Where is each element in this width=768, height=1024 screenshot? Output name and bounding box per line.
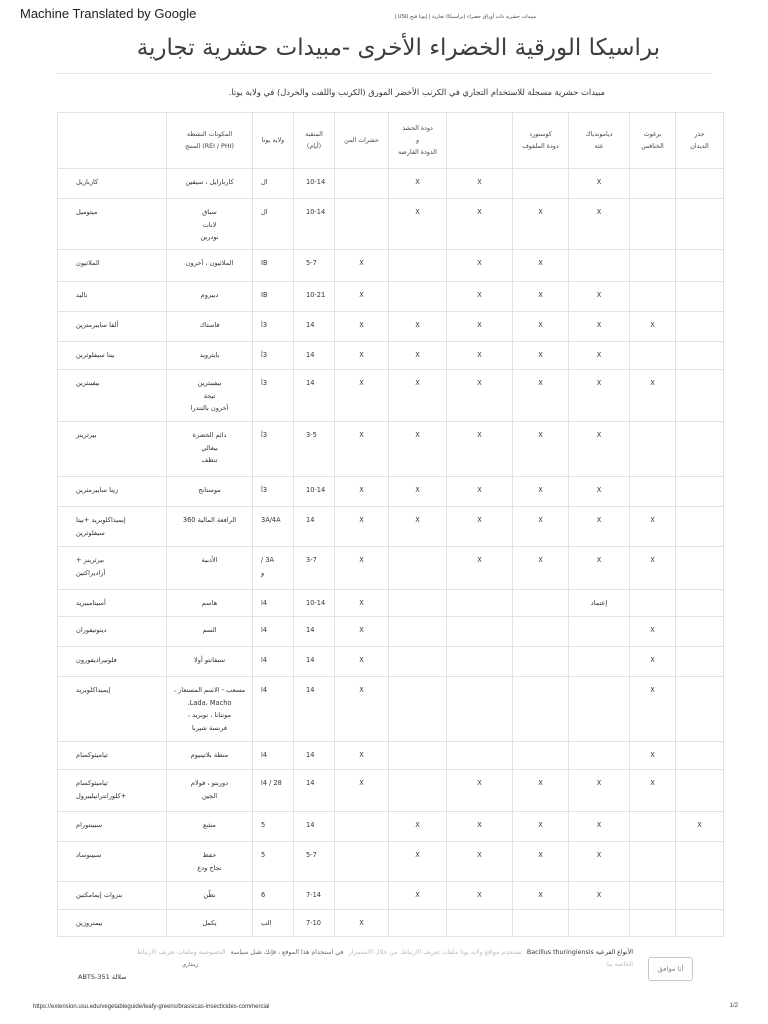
table-row [58, 507, 724, 547]
mark-root-maggots [676, 842, 724, 882]
product-names-cell: كاربارايل ، سيفين [167, 169, 253, 199]
phi-days-cell: 14 [294, 677, 335, 742]
mark-armyworm-cutworm: X [389, 842, 447, 882]
irac-group-cell: 6 [253, 882, 294, 910]
phi-days-cell: 3-5 [294, 422, 335, 477]
active-ingredient-cell: ألفا سايبرمترين [58, 312, 167, 342]
mark-flea-beetles [630, 199, 676, 250]
header-product: المكونات النشطة (REI / PHI) المنتج [167, 113, 253, 169]
mark-diamondback-moth: X [569, 370, 630, 422]
mark-aphids: X [335, 742, 389, 770]
cookie-accept-button[interactable]: أنا موافق [648, 957, 693, 981]
mark-root-maggots [676, 547, 724, 590]
mark-cabbage-looper [513, 677, 569, 742]
header-pest-diamondback-moth: دياموندباك عثة [569, 113, 630, 169]
mark-root-maggots [676, 199, 724, 250]
mark-cabbage-looper: X [513, 770, 569, 812]
product-names-cell: نظّن [167, 882, 253, 910]
mark-diamondback-moth [569, 617, 630, 647]
mark-diamondback-moth: X [569, 312, 630, 342]
mark-armyworm-cutworm: X [389, 169, 447, 199]
mark-cabbage-looper [513, 647, 569, 677]
mark-pest-column-3: X [447, 282, 513, 312]
mark-armyworm-cutworm: X [389, 370, 447, 422]
table-body [58, 169, 724, 937]
mark-pest-column-3: X [447, 882, 513, 910]
irac-group-cell: 4ا [253, 677, 294, 742]
mark-diamondback-moth [569, 250, 630, 282]
header-pest-root-maggots: جذر الديدان [676, 113, 724, 169]
active-ingredient-cell: أسيتاميبريد [58, 590, 167, 617]
mark-root-maggots [676, 169, 724, 199]
mark-cabbage-looper: X [513, 842, 569, 882]
mark-aphids: X [335, 910, 389, 937]
mark-diamondback-moth: X [569, 842, 630, 882]
mark-armyworm-cutworm [389, 677, 447, 742]
mark-root-maggots [676, 770, 724, 812]
mark-cabbage-looper: X [513, 422, 569, 477]
mark-armyworm-cutworm: X [389, 507, 447, 547]
active-ingredient-cell: بنزوات إيمامكتين [58, 882, 167, 910]
mark-aphids: X [335, 590, 389, 617]
mark-cabbage-looper: X [513, 477, 569, 507]
product-names-cell: موستانج [167, 477, 253, 507]
active-ingredient-cell: سبينوساد [58, 842, 167, 882]
product-names-cell: بيفينثرين تيجة آخرون بالتندرا [167, 370, 253, 422]
phi-days-cell: 10-14 [294, 199, 335, 250]
product-names-cell: ديبروم [167, 282, 253, 312]
mark-pest-column-3: X [447, 342, 513, 370]
mark-root-maggots [676, 282, 724, 312]
mark-armyworm-cutworm [389, 647, 447, 677]
mark-pest-column-3 [447, 590, 513, 617]
mark-pest-column-3: X [447, 312, 513, 342]
active-ingredient-cell: بيرثرينز [58, 422, 167, 477]
phi-days-cell: 5-7 [294, 250, 335, 282]
mark-flea-beetles: X [630, 742, 676, 770]
irac-group-cell: ال [253, 169, 294, 199]
table-row [58, 842, 724, 882]
header-pest-aphids: حشرات المن [335, 113, 389, 169]
active-ingredient-cell: بيرثرينز + أزاديراكتين [58, 547, 167, 590]
mark-aphids: X [335, 507, 389, 547]
product-names-cell: بايثرويد [167, 342, 253, 370]
table-row [58, 812, 724, 842]
cookie-text-part: الخصوصية وملفات تعريف الارتباط [136, 949, 226, 956]
phi-days-cell: 14 [294, 507, 335, 547]
mark-diamondback-moth: X [569, 422, 630, 477]
header-irac-group: ولاية يوتا [253, 113, 294, 169]
table-row [58, 477, 724, 507]
irac-group-cell: 3A / و [253, 547, 294, 590]
phi-days-cell: 3-7 [294, 547, 335, 590]
mark-root-maggots [676, 677, 724, 742]
table-row [58, 647, 724, 677]
page-title: براسيكا الورقية الخضراء الأخرى -مبيدات حشرية تجارية [136, 35, 660, 61]
mark-root-maggots: X [676, 812, 724, 842]
mark-root-maggots [676, 647, 724, 677]
phi-days-cell: 10-14 [294, 477, 335, 507]
mark-root-maggots [676, 742, 724, 770]
active-ingredient-cell: ثياميثوكسام +كلورانترانيليبرول [58, 770, 167, 812]
mark-cabbage-looper [513, 590, 569, 617]
irac-group-cell: ال [253, 199, 294, 250]
mark-flea-beetles [630, 842, 676, 882]
mark-armyworm-cutworm: X [389, 882, 447, 910]
mark-flea-beetles [630, 910, 676, 937]
mark-root-maggots [676, 507, 724, 547]
mark-diamondback-moth: X [569, 342, 630, 370]
footnote-product: زينتاري [182, 962, 199, 968]
mark-aphids: X [335, 342, 389, 370]
mark-flea-beetles: X [630, 312, 676, 342]
table-row [58, 770, 724, 812]
active-ingredient-cell: ميثوميل [58, 199, 167, 250]
mark-aphids [335, 882, 389, 910]
mark-root-maggots [676, 882, 724, 910]
mark-flea-beetles [630, 282, 676, 312]
cookie-text-part: في استخدام هذا الموقع ، فإنك تقبل سياسة [230, 949, 344, 956]
mark-pest-column-3 [447, 617, 513, 647]
mark-cabbage-looper: X [513, 507, 569, 547]
table-row [58, 617, 724, 647]
mark-pest-column-3: X [447, 199, 513, 250]
phi-days-cell: 10-21 [294, 282, 335, 312]
mark-armyworm-cutworm [389, 547, 447, 590]
mark-root-maggots [676, 617, 724, 647]
mark-cabbage-looper: X [513, 370, 569, 422]
mark-diamondback-moth: إعتماد [569, 590, 630, 617]
mark-flea-beetles [630, 342, 676, 370]
header-pest-flea-beetles: برغوث الخنافس [630, 113, 676, 169]
mark-pest-column-3: X [447, 169, 513, 199]
page-running-header: مبيدات حشرية ذات أوراق خضراء (براسيكا) تجارية | إيوتا فيج USU | [394, 14, 536, 20]
mark-aphids: X [335, 770, 389, 812]
mark-aphids: X [335, 422, 389, 477]
table-row [58, 342, 724, 370]
active-ingredient-cell: الملاثيون [58, 250, 167, 282]
mark-flea-beetles: X [630, 617, 676, 647]
phi-days-cell: 14 [294, 812, 335, 842]
irac-group-cell: الب [253, 910, 294, 937]
mark-armyworm-cutworm [389, 617, 447, 647]
phi-days-cell: 14 [294, 647, 335, 677]
mark-pest-column-3 [447, 742, 513, 770]
header-pest-cabbage-looper: كوستورد دودة الملفوف [513, 113, 569, 169]
mark-armyworm-cutworm: X [389, 422, 447, 477]
phi-days-cell: 14 [294, 770, 335, 812]
mark-armyworm-cutworm [389, 250, 447, 282]
mark-root-maggots [676, 370, 724, 422]
mark-pest-column-3 [447, 647, 513, 677]
mark-flea-beetles [630, 422, 676, 477]
product-names-cell: فاستاك [167, 312, 253, 342]
table-row [58, 312, 724, 342]
mark-cabbage-looper: X [513, 250, 569, 282]
mark-root-maggots [676, 477, 724, 507]
mark-aphids: X [335, 312, 389, 342]
mark-pest-column-3: X [447, 370, 513, 422]
active-ingredient-cell: بيفينثرين [58, 370, 167, 422]
irac-group-cell: 4ا [253, 742, 294, 770]
active-ingredient-cell: إيميداكلوبريد [58, 677, 167, 742]
active-ingredient-cell: بيتا سيفلوثرين [58, 342, 167, 370]
mark-flea-beetles [630, 812, 676, 842]
mark-aphids: X [335, 647, 389, 677]
title-divider [57, 73, 712, 74]
mark-armyworm-cutworm [389, 770, 447, 812]
phi-days-cell: 14 [294, 742, 335, 770]
mark-diamondback-moth: X [569, 812, 630, 842]
mark-diamondback-moth [569, 677, 630, 742]
irac-group-cell: 28 / 4ا [253, 770, 294, 812]
irac-group-cell: 3أ [253, 312, 294, 342]
active-ingredient-cell: بيمتروزين [58, 910, 167, 937]
mark-root-maggots [676, 590, 724, 617]
mark-flea-beetles [630, 477, 676, 507]
active-ingredient-cell: ناليد [58, 282, 167, 312]
mark-diamondback-moth: X [569, 282, 630, 312]
mark-diamondback-moth: X [569, 477, 630, 507]
mark-flea-beetles: X [630, 547, 676, 590]
mark-diamondback-moth [569, 910, 630, 937]
mark-pest-column-3: X [447, 547, 513, 590]
mark-root-maggots [676, 312, 724, 342]
active-ingredient-cell: ثياميثوكسام [58, 742, 167, 770]
mark-aphids: X [335, 477, 389, 507]
mark-flea-beetles [630, 590, 676, 617]
mark-diamondback-moth: X [569, 882, 630, 910]
irac-group-cell: 3أ [253, 477, 294, 507]
mark-armyworm-cutworm: X [389, 312, 447, 342]
irac-group-cell: 3أ [253, 422, 294, 477]
mark-armyworm-cutworm: X [389, 812, 447, 842]
product-names-cell: الملاثيون ، آخرون [167, 250, 253, 282]
mark-flea-beetles [630, 169, 676, 199]
cookie-text-line-2: الخاصة بنا. [605, 961, 633, 968]
mark-cabbage-looper: X [513, 812, 569, 842]
mark-pest-column-3: X [447, 422, 513, 477]
mark-aphids: X [335, 617, 389, 647]
mark-flea-beetles [630, 250, 676, 282]
mark-flea-beetles: X [630, 507, 676, 547]
phi-days-cell: 14 [294, 370, 335, 422]
mark-pest-column-3: X [447, 812, 513, 842]
active-ingredient-cell: إيميداكلوبريد +بيتا سيفلوثرين [58, 507, 167, 547]
mark-diamondback-moth: X [569, 770, 630, 812]
mark-diamondback-moth: X [569, 199, 630, 250]
mark-flea-beetles [630, 882, 676, 910]
mark-aphids [335, 842, 389, 882]
mark-cabbage-looper [513, 169, 569, 199]
header-active-ingredient [58, 113, 167, 169]
mark-pest-column-3: X [447, 477, 513, 507]
table-row [58, 199, 724, 250]
header-phi-days: المنقبة (أيام) [294, 113, 335, 169]
phi-days-cell: 10-14 [294, 590, 335, 617]
phi-days-cell: 7-14 [294, 882, 335, 910]
footnote-strain: سلالة ABTS-351 [78, 973, 127, 981]
irac-group-cell: 4ا [253, 590, 294, 617]
product-names-cell: الرافعة المالية 360 [167, 507, 253, 547]
mark-pest-column-3: X [447, 507, 513, 547]
phi-days-cell: 14 [294, 312, 335, 342]
table-header-row [58, 113, 724, 169]
mark-diamondback-moth: X [569, 547, 630, 590]
product-names-cell: دوربتو ، فولام الجين [167, 770, 253, 812]
mark-root-maggots [676, 422, 724, 477]
product-names-cell: الأدبية [167, 547, 253, 590]
mark-flea-beetles: X [630, 370, 676, 422]
irac-group-cell: 4ا [253, 647, 294, 677]
product-names-cell: السم [167, 617, 253, 647]
product-names-cell: مشع [167, 812, 253, 842]
irac-group-cell: 5 [253, 842, 294, 882]
irac-group-cell: 4ا [253, 617, 294, 647]
phi-days-cell: 7-10 [294, 910, 335, 937]
table-row [58, 882, 724, 910]
mark-aphids: X [335, 282, 389, 312]
irac-group-cell: 3أ [253, 342, 294, 370]
product-names-cell: حفظ نجاح ودع [167, 842, 253, 882]
table-row [58, 370, 724, 422]
irac-group-cell: IB [253, 282, 294, 312]
irac-group-cell: 5 [253, 812, 294, 842]
mark-aphids: X [335, 677, 389, 742]
mark-armyworm-cutworm [389, 282, 447, 312]
mark-armyworm-cutworm: X [389, 199, 447, 250]
mark-armyworm-cutworm [389, 590, 447, 617]
product-names-cell: سيفانتو أولا [167, 647, 253, 677]
mark-armyworm-cutworm: X [389, 342, 447, 370]
mark-cabbage-looper: X [513, 547, 569, 590]
mark-cabbage-looper [513, 617, 569, 647]
mark-cabbage-looper: X [513, 882, 569, 910]
irac-group-cell: IB [253, 250, 294, 282]
phi-days-cell: 10-14 [294, 169, 335, 199]
active-ingredient-cell: دينوتيفوران [58, 617, 167, 647]
cookie-text-part: تستخدم مواقع ولاية يوتا ملفات تعريف الارتباط. من خلال الاستمرار [348, 949, 522, 956]
machine-translation-banner: Machine Translated by Google [20, 6, 197, 21]
mark-armyworm-cutworm [389, 910, 447, 937]
table-row [58, 422, 724, 477]
page-number: 1/2 [729, 1003, 738, 1009]
table-row [58, 547, 724, 590]
mark-root-maggots [676, 910, 724, 937]
mark-aphids: X [335, 370, 389, 422]
mark-cabbage-looper [513, 742, 569, 770]
mark-pest-column-3 [447, 910, 513, 937]
table-row [58, 590, 724, 617]
mark-diamondback-moth: X [569, 507, 630, 547]
product-names-cell: مسعب - الاسم المستعار ، Lada، Macho، مونتانا ، نوبريد ، فرنسة شيربا [167, 677, 253, 742]
product-names-cell: منطة بلاتينيوم [167, 742, 253, 770]
product-names-cell: يكمل [167, 910, 253, 937]
footnote-bt-label: الأنواع الفرعية Bacillus thuringiensis [526, 949, 633, 956]
table-row [58, 169, 724, 199]
page-subtitle: مبيدات حشرية مسجلة للاستخدام التجاري في الكرنب الأخضر المورق (الكرنب واللفت والخردل) في ولاية يوتا. [228, 87, 605, 97]
active-ingredient-cell: فلوبيراديفورون [58, 647, 167, 677]
active-ingredient-cell: سبينتورام [58, 812, 167, 842]
mark-flea-beetles: X [630, 647, 676, 677]
mark-cabbage-looper: X [513, 312, 569, 342]
footer-url: https://extension.usu.edu/vegetableguide/leafy-greens/brassicas-insecticides-commercial [33, 1004, 270, 1010]
mark-cabbage-looper: X [513, 282, 569, 312]
mark-pest-column-3: X [447, 842, 513, 882]
mark-cabbage-looper [513, 910, 569, 937]
table-header [58, 113, 724, 169]
mark-flea-beetles: X [630, 677, 676, 742]
active-ingredient-cell: كارباريل [58, 169, 167, 199]
irac-group-cell: 3A/4A [253, 507, 294, 547]
mark-aphids: X [335, 547, 389, 590]
mark-pest-column-3: X [447, 770, 513, 812]
product-names-cell: دائم الخضرة بيغالي تنظف [167, 422, 253, 477]
table-row [58, 910, 724, 937]
mark-aphids: X [335, 250, 389, 282]
phi-days-cell: 5-7 [294, 842, 335, 882]
insecticides-table [57, 112, 724, 937]
product-names-cell: سباق لانات نودرين [167, 199, 253, 250]
header-pest-armyworm-cutworm: دودة الحشد و الدودة القارضة [389, 113, 447, 169]
mark-cabbage-looper: X [513, 199, 569, 250]
active-ingredient-cell: زيتا سايبرمثرين [58, 477, 167, 507]
table-row [58, 282, 724, 312]
table-row [58, 250, 724, 282]
mark-pest-column-3: X [447, 250, 513, 282]
cookie-banner-text [58, 948, 633, 958]
mark-armyworm-cutworm: X [389, 477, 447, 507]
table-row [58, 677, 724, 742]
mark-aphids [335, 199, 389, 250]
irac-group-cell: 3أ [253, 370, 294, 422]
mark-armyworm-cutworm [389, 742, 447, 770]
mark-aphids [335, 812, 389, 842]
mark-diamondback-moth: X [569, 169, 630, 199]
phi-days-cell: 14 [294, 342, 335, 370]
mark-aphids [335, 169, 389, 199]
table-row [58, 742, 724, 770]
mark-cabbage-looper: X [513, 342, 569, 370]
mark-root-maggots [676, 250, 724, 282]
mark-pest-column-3 [447, 677, 513, 742]
mark-diamondback-moth [569, 742, 630, 770]
mark-diamondback-moth [569, 647, 630, 677]
mark-root-maggots [676, 342, 724, 370]
phi-days-cell: 14 [294, 617, 335, 647]
mark-flea-beetles: X [630, 770, 676, 812]
header-pest-column-3 [447, 113, 513, 169]
product-names-cell: هاسم [167, 590, 253, 617]
